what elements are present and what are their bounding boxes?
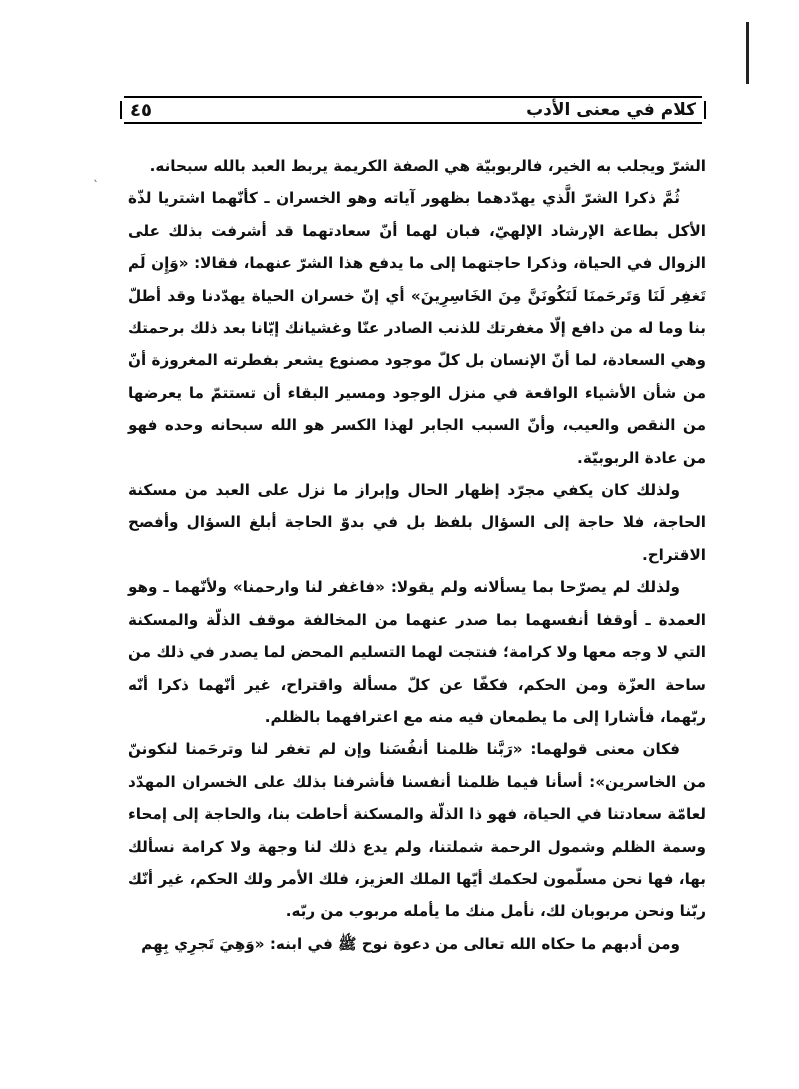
running-header: [124, 96, 702, 124]
page-number: ٤٥: [130, 99, 152, 121]
paragraph-4: ولذلك لم يصرّحا بما يسألانه ولم يقولا: «فاغفر لنا وارحمنا» ولأنّهما ـ وهو العمدة ـ أوقفا أنفسهما بما صدر عنهما من المخالفة موقف الذلّة والمسكنة التي لا وجه معها ولا كرامة؛ فنتجت لهما التسليم المحض لما يصدر في ذلك من ساحة العزّة ومن الحكم، فكفّا عن كلّ مسألة واقتراح، غير أنّهما ذكرا أنّه ربّهما، فأشارا إلى ما يطمعان فيه منه مع اعترافهما بالظلم.: [128, 578, 706, 726]
binding-edge-line: [746, 22, 749, 84]
running-title: كلام في معنى الأدب: [526, 100, 696, 120]
paragraph-5: فكان معنى قولهما: «رَبَّنا ظلمنا أنفُسَنا وإن لم تغفر لنا وترحَمنا لنكوننّ من الخاسرين»: أسأنا فيما ظلمنا أنفسنا فأشرفنا بذلك على الخسران المهدّد لعامّة سعادتنا في الحياة، فهو ذا الذلّة والمسكنة أحاطت بنا، والحاجة إلى إمحاء وسمة الظلم وشمول الرحمة شملتنا، ولم يدع ذلك لنا وجهة ولا كرامة نسألك بها، فها نحن مسلّمون لحكمك أيّها الملك العزيز، فلك الأمر ولك الحكم، غير أنّك ربّنا ونحن مربوبان لك، نأمل منك ما يأمله مربوب من ربّه.: [128, 740, 706, 921]
margin-mark: ˎ: [93, 168, 99, 182]
paragraph-3: ولذلك كان يكفي مجرّد إظهار الحال وإبراز ما نزل على العبد من مسكنة الحاجة، فلا حاجة إلى السؤال بلفظ بل في بدوّ الحاجة أبلغ السؤال وأفصح الاقتراح.: [128, 481, 706, 564]
paragraph-2: ثُمَّ ذكرا الشرّ الَّذي يهدّدهما بظهور آياته وهو الخسران ـ كأنّهما اشتريا لذّة الأكل بطاعة الإرشاد الإلهيّ، فبان لهما أنّ سعادتهما قد أشرفت بذلك على الزوال في الحياة، وذكرا حاجتهما إلى ما يدفع هذا الشرّ عنهما، فقالا: «وَإِن لَم تَغفِر لَنَا وَتَرحَمنَا لَنَكُونَنَّ مِنَ الخَاسِرِينَ» أي إنّ خسران الحياة يهدّدنا وقد أطلّ بنا وما له من دافع إلّا مغفرتك للذنب الصادر عنّا وغشيانك إيّانا بعد ذلك برحمتك وهي السعادة، لما أنّ الإنسان بل كلّ موجود مصنوع يشعر بفطرته المغروزة أنّ من شأن الأشياء الواقعة في منزل الوجود ومسير البقاء أن تستتمّ ما يعرضها من النقص والعيب، وأنّ السبب الجابر لهذا الكسر هو الله سبحانه وحده فهو من عادة الربوبيّة.: [128, 189, 706, 467]
paragraph-1: الشرّ ويجلب به الخير، فالربوبيّة هي الصفة الكريمة يربط العبد بالله سبحانه.: [149, 157, 706, 175]
paragraph-6: ومن أدبهم ما حكاه الله تعالى من دعوة نوح ﷺ في ابنه: «وَهِيَ تَجرِي بِهِم: [141, 934, 680, 953]
body-text: [128, 150, 706, 960]
